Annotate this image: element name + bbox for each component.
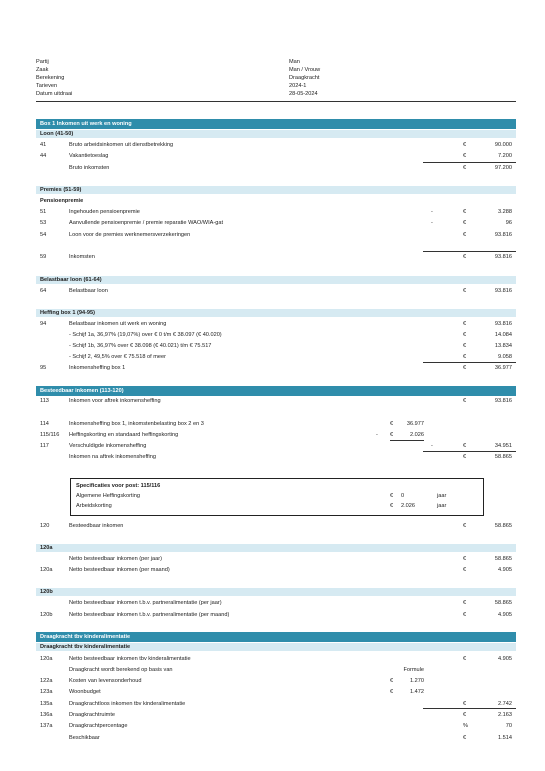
- table-row-schijf-1a: [36, 331, 516, 339]
- row-sign: -: [431, 209, 433, 215]
- row-value: Formule: [403, 667, 424, 673]
- table-row-120b-maand: [36, 611, 516, 619]
- row-currency: €: [463, 656, 467, 662]
- row-amount: 93.816: [494, 232, 512, 238]
- table-row-44: [36, 152, 516, 160]
- row-desc: Beschikbaar: [69, 735, 100, 741]
- row-currency: €: [463, 600, 467, 606]
- table-row-120a-maand: [36, 566, 516, 574]
- table-row-120a-kinder: [36, 655, 516, 663]
- meta-divider: [36, 101, 516, 102]
- row-desc: Heffingskorting en standaard heffingskorting: [69, 432, 179, 438]
- table-row-120a-jaar: [36, 555, 516, 563]
- row-currency: €: [463, 365, 467, 371]
- table-row-123a: [36, 688, 516, 696]
- table-row-beschikbaar: [36, 734, 516, 742]
- spec-row-algemene: [71, 492, 483, 500]
- row-currency: €: [463, 354, 467, 360]
- row-desc: - Schijf 1a, 36,97% (19,07%) over € 0 t/m € 38.097 (€ 40.020): [69, 332, 222, 338]
- row-amount: 58.865: [494, 523, 512, 529]
- row-currency: €: [463, 523, 467, 529]
- meta-value-berekening: Draagkracht: [289, 75, 320, 81]
- row-currency: €: [390, 421, 394, 427]
- table-row-schijf-1b: [36, 342, 516, 350]
- subheader-title: Loon (41-50): [40, 131, 74, 137]
- row-currency: €: [463, 712, 467, 718]
- row-currency: €: [390, 678, 394, 684]
- row-amount: 0: [401, 493, 405, 499]
- row-desc: Netto besteedbaar inkomen tbv kinderalimentatie: [69, 656, 191, 662]
- subheader-title: Belastbaar loon (61-64): [40, 277, 102, 283]
- section-header-besteedbaar: [36, 386, 516, 396]
- row-amount: 1.514: [498, 735, 512, 741]
- row-desc: Inkomensheffing box 1, inkomstenbelasting box 2 en 3: [69, 421, 204, 427]
- row-amount: 14.084: [494, 332, 512, 338]
- table-row-114: [36, 420, 516, 428]
- subheader-title: 120a: [40, 545, 53, 551]
- row-desc: Kosten van levensonderhoud: [69, 678, 142, 684]
- row-currency: €: [390, 432, 394, 438]
- row-desc: - Schijf 2, 49,5% over € 75.518 of meer: [69, 354, 167, 360]
- table-row-120: [36, 522, 516, 530]
- row-desc: Bruto inkomsten: [69, 165, 110, 171]
- row-code: 51: [40, 209, 47, 215]
- table-row-95: [36, 364, 516, 372]
- row-amount: 4.905: [498, 567, 512, 573]
- section-header-draagkracht: [36, 632, 516, 642]
- row-currency: €: [463, 209, 467, 215]
- row-desc: Inkomen voor aftrek inkomensheffing: [69, 398, 161, 404]
- row-desc: Belastbaar inkomen uit werk en woning: [69, 321, 167, 327]
- row-currency: €: [463, 321, 467, 327]
- row-code: 114: [40, 421, 49, 427]
- row-currency: €: [463, 288, 467, 294]
- row-amount: 2.163: [498, 712, 512, 718]
- table-row-137a: [36, 722, 516, 730]
- table-row-135a: [36, 700, 516, 708]
- row-desc: Bruto arbeidsinkomen uit dienstbetrekking: [69, 142, 174, 148]
- row-desc: Belastbaar loon: [69, 288, 108, 294]
- meta-label-datum: Datum uitdraai: [36, 91, 73, 97]
- table-row-51: [36, 208, 516, 216]
- row-amount: 3.288: [498, 209, 512, 215]
- row-currency: €: [463, 454, 467, 460]
- table-row-59: [36, 253, 516, 261]
- subheader-title: Draagkracht tbv kinderalimentatie: [40, 644, 131, 650]
- row-desc: Netto besteedbaar inkomen t.b.v. partneralimentatie (per jaar): [69, 600, 222, 606]
- row-amount: 93.816: [494, 254, 512, 260]
- section-title: Draagkracht tbv kinderalimentatie: [40, 634, 131, 640]
- table-row-94: [36, 320, 516, 328]
- section-title: Besteedbaar inkomen (113-120): [40, 388, 124, 394]
- row-amount: 58.865: [494, 454, 512, 460]
- subheader-title: Premies (51-59): [40, 187, 82, 193]
- spec-title-row: [71, 482, 483, 490]
- table-row-bruto: [36, 164, 516, 172]
- table-row-64: [36, 287, 516, 295]
- row-desc: - Schijf 1b, 36,97% over € 38.098 (€ 40.021) t/m € 75.517: [69, 343, 212, 349]
- row-desc: Besteedbaar inkomen: [69, 523, 124, 529]
- subheader-title: Heffing box 1 (94-95): [40, 310, 96, 316]
- sum-line: [423, 451, 516, 452]
- meta-label-berekening: Berekening: [36, 75, 65, 81]
- row-amount: 70: [505, 723, 512, 729]
- subheader-title: 120b: [40, 589, 53, 595]
- meta-label-partij: Partij: [36, 59, 49, 65]
- subheader-belastbaar: [36, 276, 516, 284]
- section-title: Box 1 Inkomen uit werk en woning: [40, 121, 132, 127]
- row-desc: Verschuldigde inkomensheffing: [69, 443, 147, 449]
- row-desc: Woonbudget: [69, 689, 101, 695]
- row-code: 59: [40, 254, 47, 260]
- row-amount: 34.951: [494, 443, 512, 449]
- row-amount: 93.816: [494, 398, 512, 404]
- meta-value-tarieven: 2024-1: [289, 83, 307, 89]
- row-amount: 1.472: [410, 689, 424, 695]
- row-code: 120a: [40, 567, 53, 573]
- row-code: 115/116: [40, 432, 60, 438]
- sum-line: [423, 162, 516, 163]
- subheader-120a: [36, 544, 516, 552]
- row-code: 122a: [40, 678, 53, 684]
- row-sign: -: [376, 432, 378, 438]
- row-currency: €: [463, 332, 467, 338]
- row-desc: Netto besteedbaar inkomen t.b.v. partneralimentatie (per maand): [69, 612, 230, 618]
- row-currency: €: [463, 254, 467, 260]
- sum-line: [423, 708, 516, 709]
- row-amount: 7.200: [498, 153, 512, 159]
- row-code: 95: [40, 365, 47, 371]
- row-desc: Vakantietoeslag: [69, 153, 109, 159]
- spec-title: Specificaties voor post: 115/116: [76, 483, 161, 489]
- row-code: 120a: [40, 656, 53, 662]
- row-desc: Inkomsten: [69, 254, 95, 260]
- subheader-heffing: [36, 309, 516, 317]
- row-desc: Draagkrachtruimte: [69, 712, 116, 718]
- row-currency: €: [463, 701, 467, 707]
- row-amount: 4.905: [498, 612, 512, 618]
- row-desc: Netto besteedbaar inkomen (per jaar): [69, 556, 162, 562]
- row-currency: €: [463, 343, 467, 349]
- row-code: 120: [40, 523, 50, 529]
- row-desc: Loon voor de premies werknemersverzekeringen: [69, 232, 191, 238]
- row-currency: €: [390, 503, 394, 509]
- row-desc: Netto besteedbaar inkomen (per maand): [69, 567, 170, 573]
- meta-value-partij: Man: [289, 59, 300, 65]
- row-amount: 93.816: [494, 288, 512, 294]
- table-row-na-aftrek: [36, 453, 516, 461]
- meta-value-datum: 28-05-2024: [289, 91, 318, 97]
- row-desc: Inkomen na aftrek inkomensheffing: [69, 454, 156, 460]
- table-row-53: [36, 219, 516, 227]
- table-row-120b-jaar: [36, 599, 516, 607]
- row-currency: €: [463, 567, 467, 573]
- row-code: 54: [40, 232, 47, 238]
- row-amount: 1.270: [410, 678, 424, 684]
- row-desc: Draagkrachtloos inkomen tbv kinderalimentatie: [69, 701, 186, 707]
- row-code: 64: [40, 288, 47, 294]
- row-desc: Aanvullende pensioenpremie / premie reparatie WAO/WIA-gat: [69, 220, 224, 226]
- row-currency: €: [463, 142, 467, 148]
- row-desc: Algemene Heffingskorting: [76, 493, 140, 499]
- row-code: 94: [40, 321, 47, 327]
- row-code: 113: [40, 398, 49, 404]
- row-currency: €: [463, 232, 467, 238]
- subheader-loon: [36, 130, 516, 138]
- subheader-premies: [36, 186, 516, 194]
- table-row-basis: [36, 666, 516, 674]
- sum-line: [390, 440, 424, 441]
- row-currency: €: [463, 735, 467, 741]
- section-header-box1: [36, 119, 516, 129]
- table-row-113: [36, 397, 516, 405]
- row-amount: 58.865: [494, 556, 512, 562]
- row-code: 117: [40, 443, 49, 449]
- row-desc: Draagkracht wordt berekend op basis van: [69, 667, 173, 673]
- row-currency: €: [463, 443, 467, 449]
- row-amount: 58.865: [494, 600, 512, 606]
- row-amount: 13.834: [494, 343, 512, 349]
- row-code: 123a: [40, 689, 53, 695]
- row-code: 136a: [40, 712, 53, 718]
- row-amount: 2.742: [498, 701, 512, 707]
- table-row-41: [36, 141, 516, 149]
- row-code: 137a: [40, 723, 53, 729]
- row-amount: 36.977: [494, 365, 512, 371]
- subheader-draagkracht: [36, 643, 516, 651]
- spec-row-arbeidskorting: [71, 502, 483, 510]
- row-desc: Arbeidskorting: [76, 503, 112, 509]
- row-code: 44: [40, 153, 47, 159]
- table-row-122a: [36, 677, 516, 685]
- row-amount: 90.000: [494, 142, 512, 148]
- row-sign: -: [431, 443, 433, 449]
- row-amount: 93.816: [494, 321, 512, 327]
- meta-label-tarieven: Tarieven: [36, 83, 58, 89]
- row-currency: €: [390, 493, 394, 499]
- row-amount: 97.200: [494, 165, 512, 171]
- row-desc: Ingehouden pensioenpremie: [69, 209, 140, 215]
- row-amount: 9.058: [498, 354, 512, 360]
- row-currency: €: [463, 165, 467, 171]
- table-row-115-116: [36, 431, 516, 439]
- table-row-schijf-2: [36, 353, 516, 361]
- row-currency: €: [463, 220, 467, 226]
- subheader-120b: [36, 588, 516, 596]
- row-code: 120b: [40, 612, 53, 618]
- row-desc: Draagkrachtpercentage: [69, 723, 128, 729]
- table-row-136a: [36, 711, 516, 719]
- row-currency: €: [463, 556, 467, 562]
- row-unit: jaar: [437, 503, 447, 509]
- row-currency: €: [463, 153, 467, 159]
- spec-box: [70, 478, 484, 516]
- row-unit: jaar: [437, 493, 447, 499]
- row-amount: 4.905: [498, 656, 512, 662]
- row-amount: 2.026: [410, 432, 424, 438]
- table-row-117: [36, 442, 516, 450]
- table-row-54: [36, 231, 516, 239]
- row-currency: €: [390, 689, 394, 695]
- row-currency: €: [463, 398, 467, 404]
- meta-value-zaak: Man / Vrouw: [289, 67, 321, 73]
- row-amount: 36.977: [406, 421, 424, 427]
- row-desc: Inkomensheffing box 1: [69, 365, 126, 371]
- row-code: 135a: [40, 701, 53, 707]
- row-code: 53: [40, 220, 47, 226]
- sum-line: [423, 251, 516, 252]
- label-pensioenpremie: [36, 197, 516, 205]
- meta-label-zaak: Zaak: [36, 67, 49, 73]
- row-code: 41: [40, 142, 47, 148]
- row-group-title: Pensioenpremie: [40, 198, 84, 204]
- row-sign: -: [431, 220, 433, 226]
- row-amount: 96: [505, 220, 512, 226]
- row-amount: 2.026: [401, 503, 415, 509]
- row-unit: %: [463, 723, 468, 729]
- sum-line: [423, 362, 516, 363]
- row-currency: €: [463, 612, 467, 618]
